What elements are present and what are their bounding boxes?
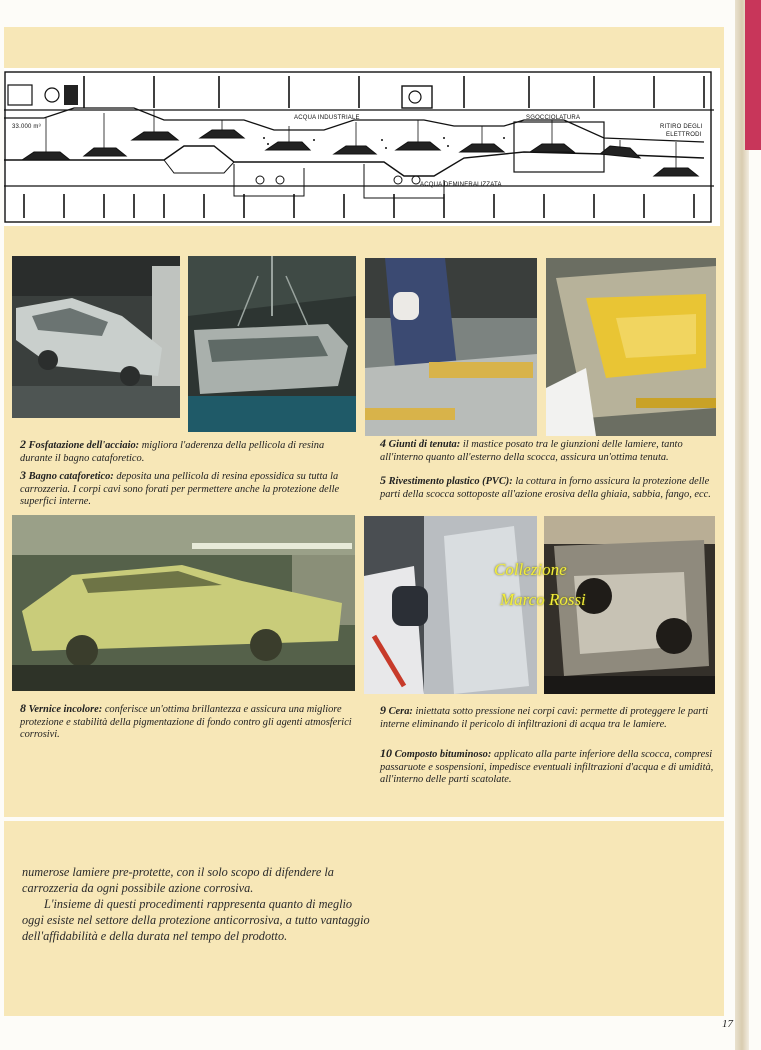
caption-9-number: 9 — [380, 703, 386, 717]
volume-label: 33.000 m³ — [12, 124, 41, 130]
binding-edge-accent — [745, 0, 761, 150]
body-paragraph-2: L'insieme di questi procedimenti rappresenta quanto di meglio oggi esiste nel settore della protezione anticorrosiva, a tutto vantaggio dell'affidabilità e della durata nel tempo del prodotto. — [22, 897, 370, 943]
caption-4-number: 4 — [380, 436, 386, 450]
caption-2-text: migliora l'aderenza della pellicola di resina durante il bagno cataforetico. — [20, 440, 325, 464]
caption-3-number: 3 — [20, 468, 26, 482]
caption-5-text: la cottura in forno assicura la protezione delle parti della scocca sottoposte all'azione erosiva della ghiaia, sabbia, fango, ecc. — [380, 476, 711, 500]
page-number: 17 — [722, 1018, 733, 1030]
watermark-line-1: Collezione — [494, 560, 567, 579]
photo-clear-coat — [12, 515, 355, 691]
caption-2-number: 2 — [20, 437, 26, 451]
caption-5-number: 5 — [380, 473, 386, 487]
caption-5 — [380, 474, 715, 501]
caption-10-text: applicato alla parte inferiore della scocca, compresi passaruote e sospensioni, impedisce eventuali infiltrazioni d'acqua e di umidità, all'interno delle parti scatolate. — [380, 749, 714, 785]
caption-9 — [380, 704, 715, 731]
caption-3-title: Bagno cataforetico: — [28, 471, 114, 482]
caption-8-number: 8 — [20, 701, 26, 715]
caption-9-title: Cera: — [388, 706, 413, 717]
caption-3-text: deposita una pellicola di resina epossidica su tutta la carrozzeria. I corpi cavi sono forati per permettere anche la protezione delle superfici interne. — [20, 471, 340, 507]
caption-2-title: Fosfatazione dell'acciaio: — [28, 440, 140, 451]
dripping-label: SGOCCIOLATURA — [526, 115, 581, 121]
process-diagram — [4, 68, 720, 226]
photo-cataphoresis — [188, 256, 356, 432]
electrode-label-1: RITIRO DEGLI — [660, 124, 703, 130]
caption-5-title: Rivestimento plastico (PVC): — [388, 476, 513, 487]
caption-4-title: Giunti di tenuta: — [388, 439, 461, 450]
caption-10-number: 10 — [380, 746, 392, 760]
demineralized-water-label: ACQUA DEMINERALIZZATA — [420, 182, 502, 188]
caption-8-title: Vernice incolore: — [28, 704, 103, 715]
electrode-label-2: ELETTRODI — [666, 132, 702, 138]
watermark-line-2: Marco Rossi — [500, 590, 586, 609]
photo-sealing-joints — [365, 258, 537, 436]
caption-9-text: iniettata sotto pressione nei corpi cavi: permette di proteggere le parti interne eliminando il pericolo di infiltrazioni di acqua tra le lamiere. — [380, 706, 709, 730]
caption-10 — [380, 747, 715, 787]
caption-10-title: Composto bituminoso: — [394, 749, 492, 760]
caption-3 — [20, 469, 355, 509]
industrial-water-label: ACQUA INDUSTRIALE — [294, 115, 360, 121]
body-text — [22, 864, 372, 944]
caption-2 — [20, 438, 355, 465]
caption-4 — [380, 437, 715, 464]
caption-4-text: il mastice posato tra le giunzioni delle lamiere, tanto all'interno quanto all'esterno della scocca, assicura un'ottima tenuta. — [380, 439, 683, 463]
photo-pvc-coating — [546, 258, 716, 436]
photo-phosphating — [12, 256, 180, 418]
process-diagram-drawing — [4, 68, 720, 226]
binding-edge — [735, 0, 749, 1050]
caption-8-text: conferisce un'ottima brillantezza e assicura una migliore protezione e stabilità della pigmentazione di fondo contro gli agenti atmosferici corrosivi. — [20, 704, 352, 740]
caption-8 — [20, 702, 355, 742]
body-paragraph-1: numerose lamiere pre-protette, con il solo scopo di difendere la carrozzeria da ogni possibile azione corrosiva. — [22, 865, 334, 895]
